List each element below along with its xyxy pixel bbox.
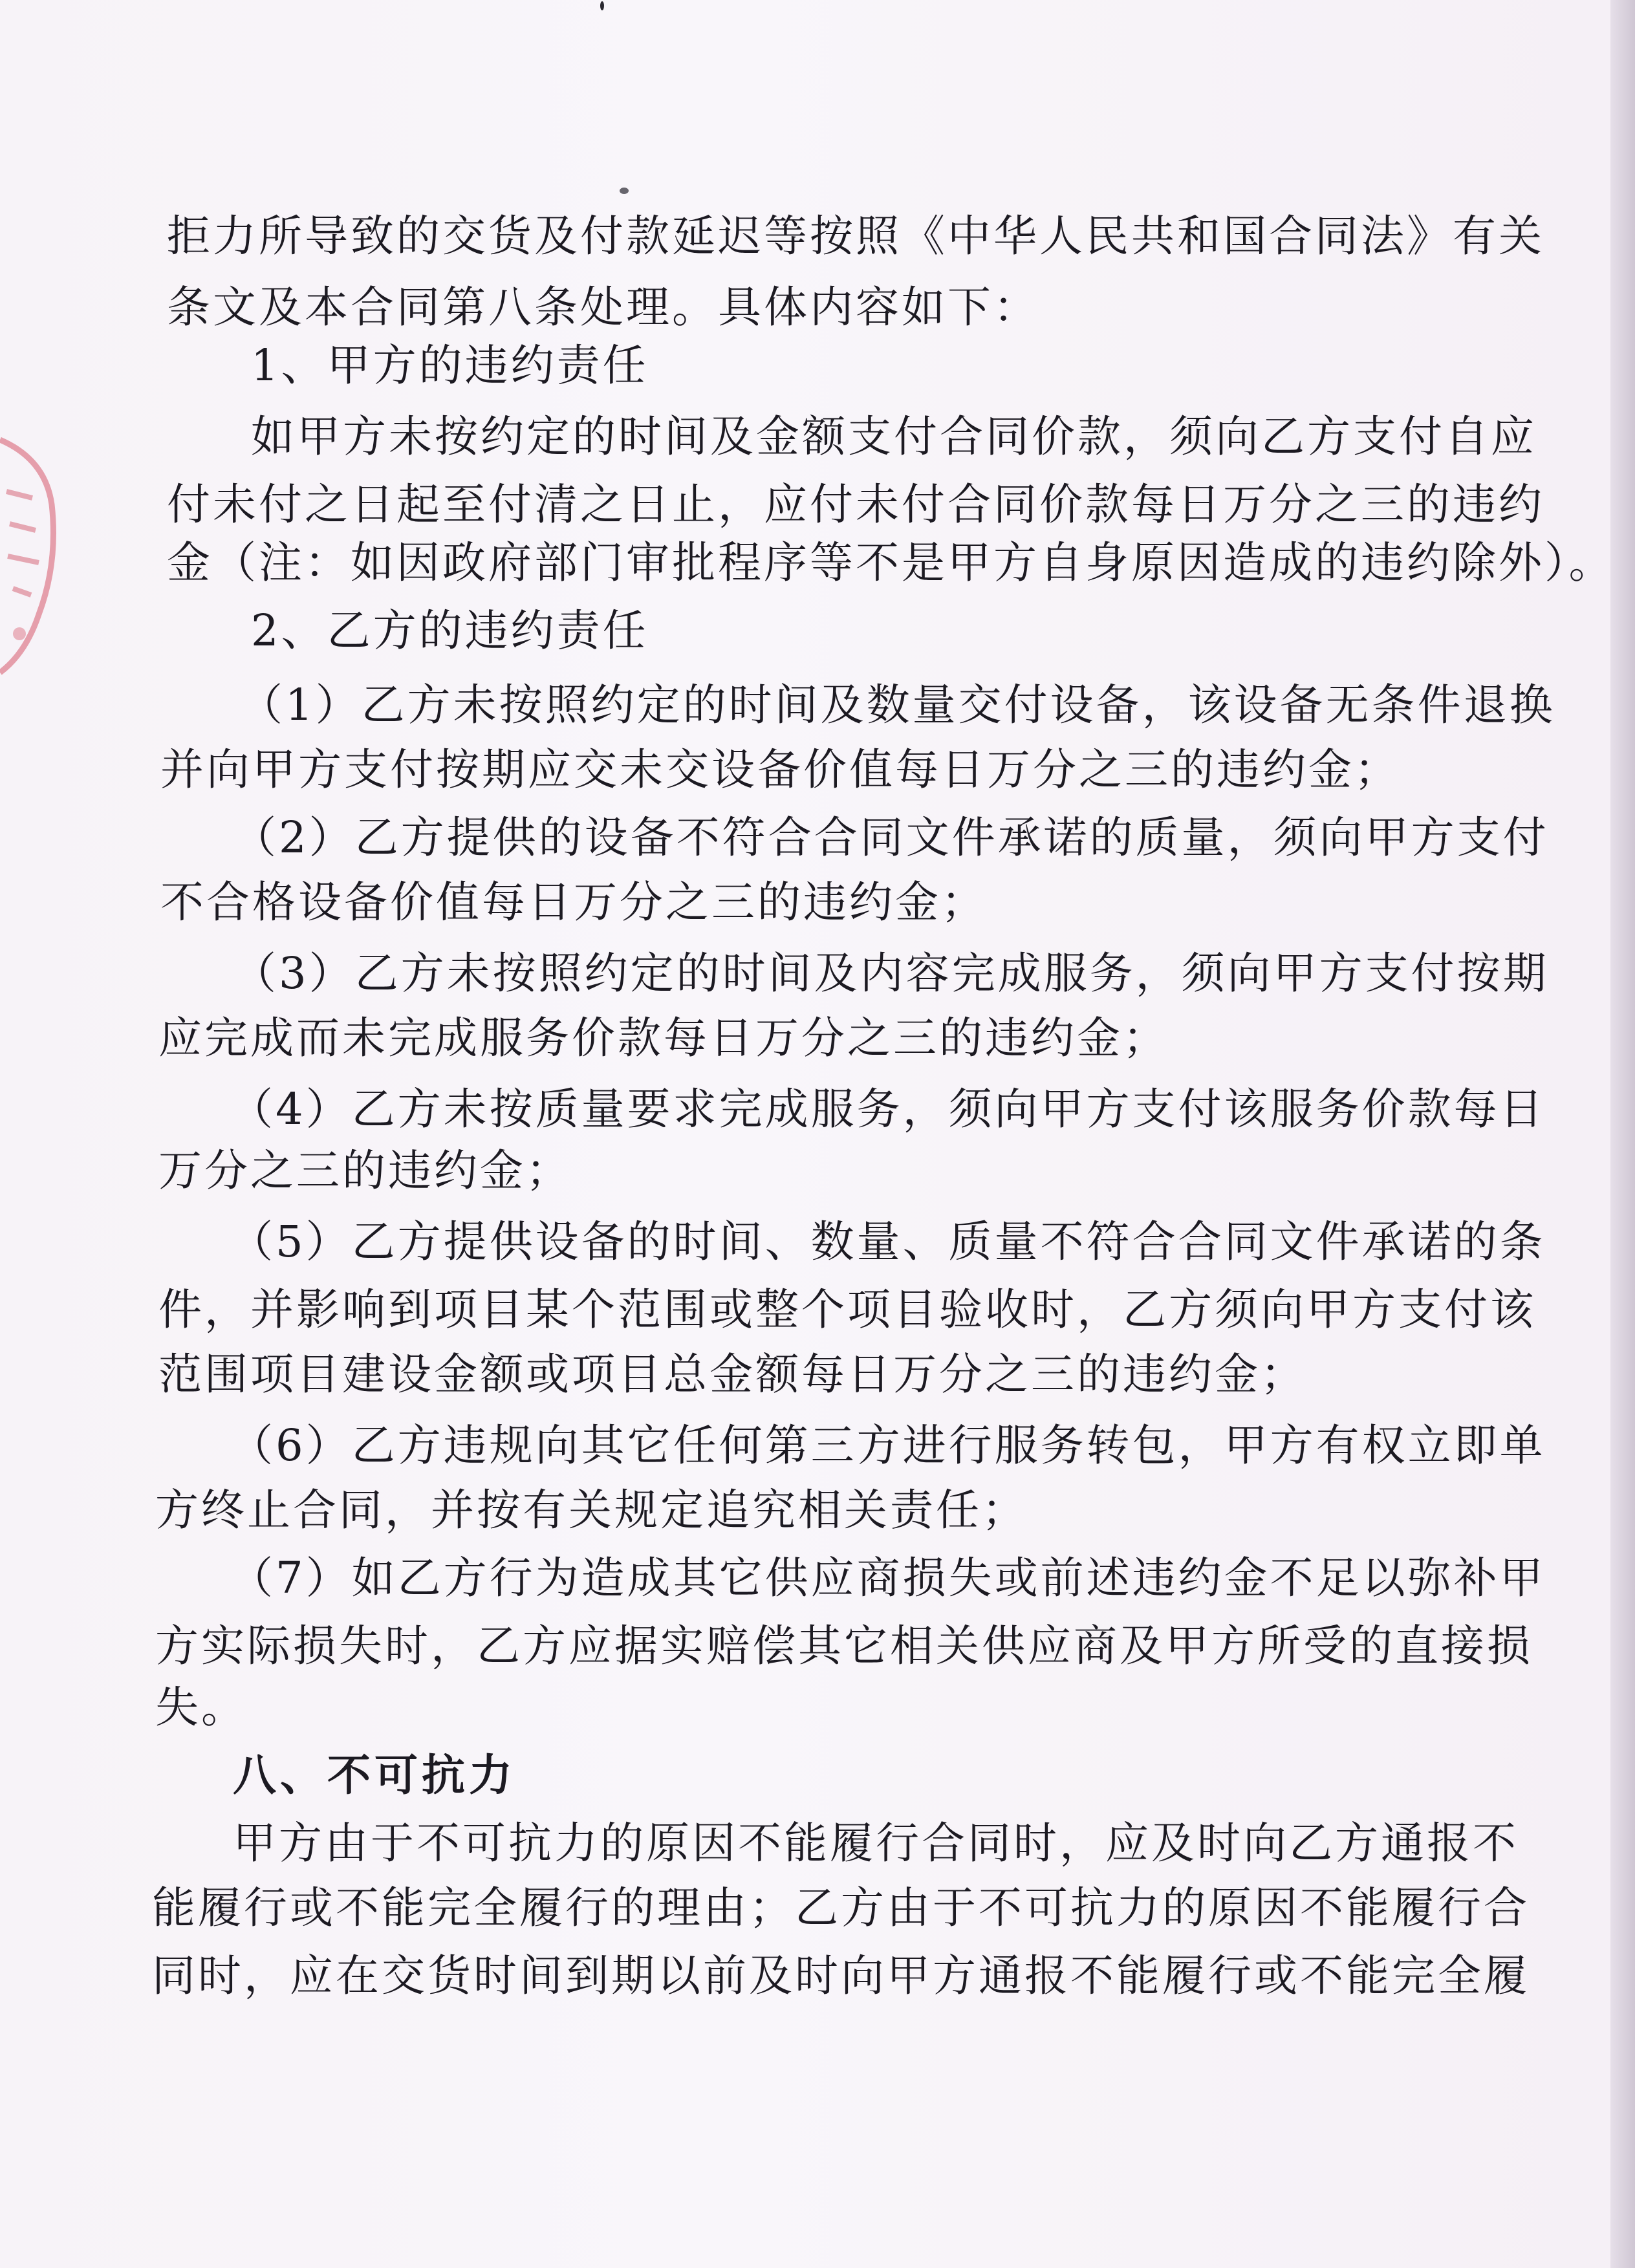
text-line: 同时，应在交货时间到期以前及时向甲方通报不能履行或不能完全履 <box>152 1950 1530 2001</box>
text-line: （2）乙方提供的设备不符合合同文件承诺的质量，须向甲方支付 <box>233 812 1549 863</box>
text-line: 条文及本合同第八条处理。具体内容如下： <box>167 282 1039 332</box>
text-line: （1）乙方未按照约定的时间及数量交付设备，该设备无条件退换 <box>239 680 1555 730</box>
text-line: （5）乙方提供设备的时间、数量、质量不符合合同文件承诺的条 <box>230 1216 1546 1267</box>
text-line: 金（注：如因政府部门审批程序等不是甲方自身原因造成的违约除外）。 <box>167 537 1615 588</box>
text-line: 不合格设备价值每日万分之三的违约金； <box>160 877 987 927</box>
text-line: 范围项目建设金额或项目总金额每日万分之三的违约金； <box>158 1349 1306 1399</box>
text-line: 方终止合同，并按有关规定追究相关责任； <box>155 1485 1028 1535</box>
text-line: 并向甲方支付按期应交未交设备价值每日万分之三的违约金； <box>160 744 1400 795</box>
text-line: （6）乙方违规向其它任何第三方进行服务转包，甲方有权立即单 <box>230 1420 1546 1471</box>
text-line: 甲方由于不可抗力的原因不能履行合同时，应及时向乙方通报不 <box>233 1818 1519 1868</box>
section-title: 2、乙方的违约责任 <box>251 605 649 656</box>
text-line: 方实际损失时，乙方应据实赔偿其它相关供应商及甲方所受的直接损 <box>155 1621 1533 1671</box>
text-line: 失。 <box>155 1682 247 1733</box>
text-line: 付未付之日起至付清之日止，应付未付合同价款每日万分之三的违约 <box>167 479 1544 530</box>
text-line: 万分之三的违约金； <box>158 1145 572 1196</box>
text-line: 应完成而未完成服务价款每日万分之三的违约金； <box>158 1013 1169 1063</box>
article-heading: 八、不可抗力 <box>233 1750 516 1800</box>
text-line: 件，并影响到项目某个范围或整个项目验收时，乙方须向甲方支付该 <box>158 1284 1536 1335</box>
text-line: （3）乙方未按照约定的时间及内容完成服务，须向甲方支付按期 <box>233 948 1549 999</box>
text-line: （4）乙方未按质量要求完成服务，须向甲方支付该服务价款每日 <box>230 1084 1546 1134</box>
text-line: 拒力所导致的交货及付款延迟等按照《中华人民共和国合同法》有关 <box>167 211 1544 261</box>
section-title: 1、甲方的违约责任 <box>251 340 649 391</box>
text-line: 如甲方未按约定的时间及金额支付合同价款，须向乙方支付自应 <box>251 411 1537 462</box>
text-line: 能履行或不能完全履行的理由；乙方由于不可抗力的原因不能履行合 <box>152 1883 1530 1933</box>
text-line: （7）如乙方行为造成其它供应商损失或前述违约金不足以弥补甲 <box>230 1553 1546 1603</box>
